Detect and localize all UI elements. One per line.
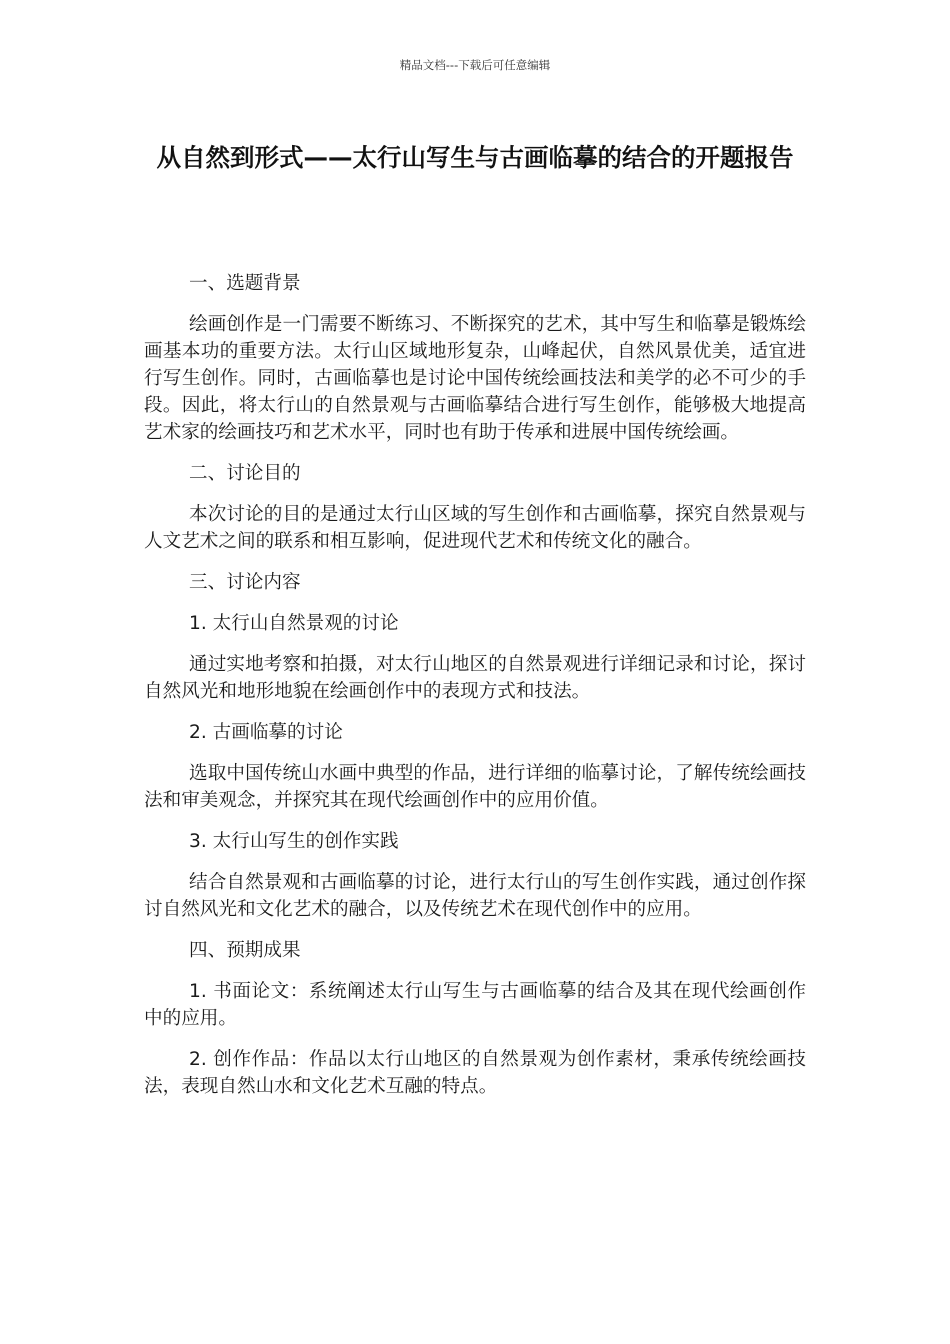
outcome-item-artworks: 2. 创作作品：作品以太行山地区的自然景观为创作素材，秉承传统绘画技法，表现自然山水和文化艺术互融的特点。 [144,1049,806,1097]
subsection-paragraph-practice: 结合自然景观和古画临摹的讨论，进行太行山的写生创作实践，通过创作探讨自然风光和文化艺术的融合，以及传统艺术在现代创作中的应用。 [144,872,806,920]
subsection-heading-practice: 3. 太行山写生的创作实践 [189,831,399,852]
section-heading-outcomes: 四、预期成果 [189,940,301,961]
section-heading-content: 三、讨论内容 [189,572,301,593]
subsection-paragraph-landscape: 通过实地考察和拍摄，对太行山地区的自然景观进行详细记录和讨论，探讨自然风光和地形地貌在绘画创作中的表现方式和技法。 [144,654,806,702]
document-body [144,270,806,1114]
section-heading-purpose: 二、讨论目的 [189,463,301,484]
subsection-heading-copying: 2. 古画临摹的讨论 [189,722,343,743]
document-title: 从自然到形式——太行山写生与古画临摹的结合的开题报告 [156,143,794,172]
section-paragraph-purpose: 本次讨论的目的是通过太行山区域的写生创作和古画临摹，探究自然景观与人文艺术之间的联系和相互影响，促进现代艺术和传统文化的融合。 [144,504,806,552]
section-heading-background: 一、选题背景 [189,273,301,294]
section-paragraph-background: 绘画创作是一门需要不断练习、不断探究的艺术，其中写生和临摹是锻炼绘画基本功的重要方法。太行山区域地形复杂，山峰起伏，自然风景优美，适宜进行写生创作。同时，古画临摹也是讨论中国传统绘画技法和美学的必不可少的手段。因此，将太行山的自然景观与古画临摹结合进行写生创作，能够极大地提高艺术家的绘画技巧和艺术水平，同时也有助于传承和进展中国传统绘画。 [144,314,806,443]
page-header-note: 精品文档---下载后可任意编辑 [399,58,551,72]
subsection-heading-landscape: 1. 太行山自然景观的讨论 [189,613,399,634]
outcome-item-thesis: 1. 书面论文：系统阐述太行山写生与古画临摹的结合及其在现代绘画创作中的应用。 [144,981,806,1029]
subsection-paragraph-copying: 选取中国传统山水画中典型的作品，进行详细的临摹讨论，了解传统绘画技法和审美观念，并探究其在现代绘画创作中的应用价值。 [144,763,806,811]
